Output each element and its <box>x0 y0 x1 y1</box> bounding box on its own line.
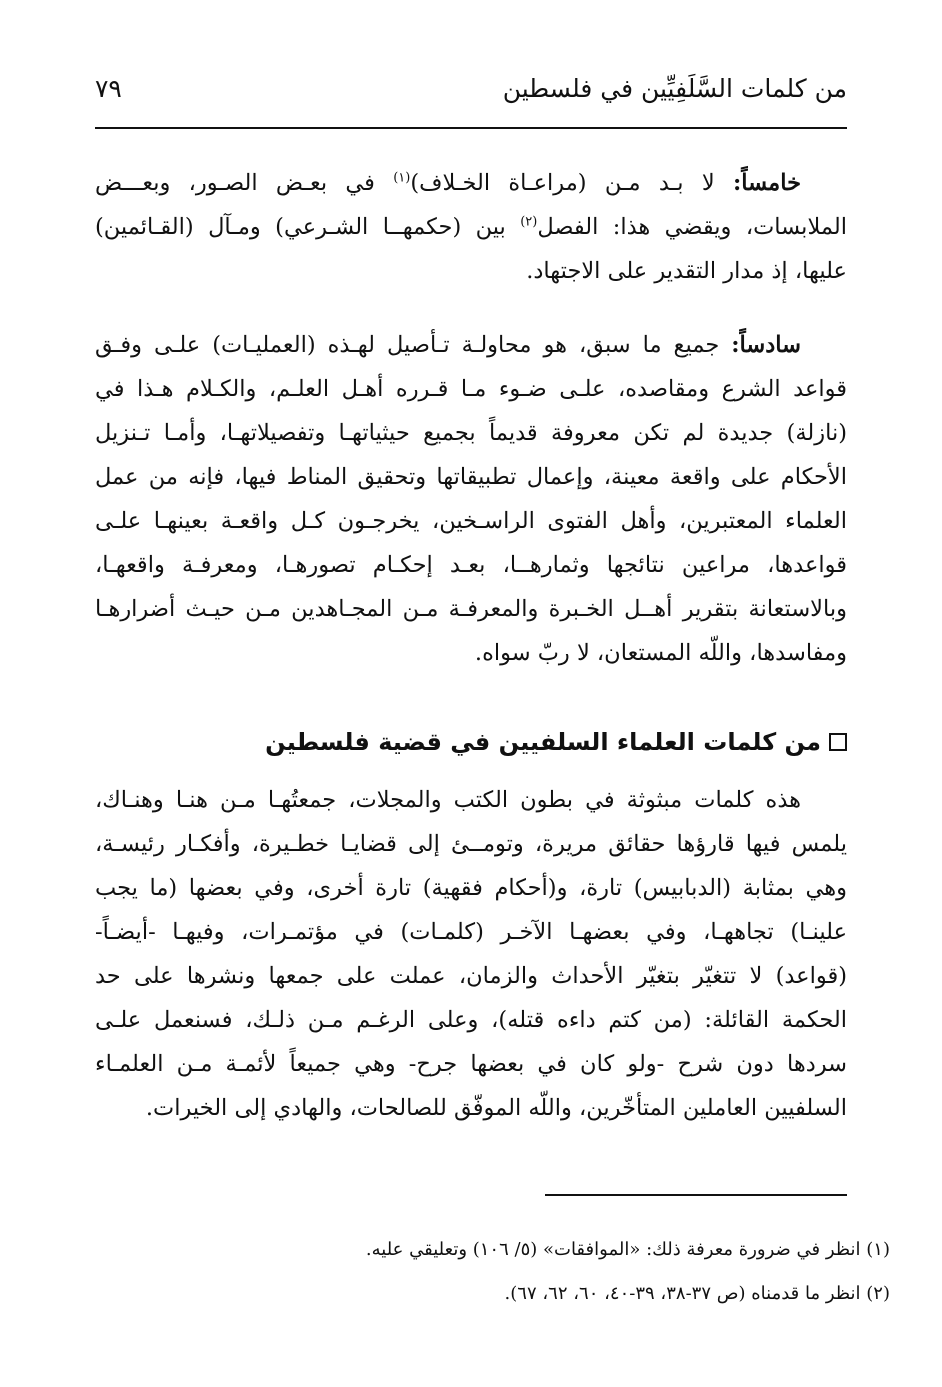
section-heading-text: من كلمات العلماء السلفيين في قضية فلسطين <box>265 728 821 756</box>
text-span: بين (حكمهــا الشـرعي) ومـآل (القـائمين) <box>95 214 521 240</box>
text-span: الملابسات، ويقضي هذا: الفصل <box>537 214 847 240</box>
text-line: الأحكام على واقعة معينة، وإعمال تطبيقاتها وتحقيق المناط فيها، فإنه من عمل <box>95 464 847 490</box>
text-line: عليها، إذ مدار التقدير على الاجتهاد. <box>526 258 847 284</box>
lead-word: خامساً: <box>732 170 801 196</box>
text-line: وهي بمثابة (الدبابيس) تارة، و(أحكام فقهية) تارة أخرى، وفي بعضها (ما يجب <box>95 875 847 901</box>
text-span: في بعـض الصـور، وبعـــض <box>95 170 394 196</box>
text-line: قواعدها، مراعين نتائجها وثمارهــا، بعـد إحكـام تصورهـا، ومعرفـة واقعهـا، <box>95 552 847 578</box>
text-line: علينـا) تجاههـا، وفي بعضهـا الآخـر (كلمـات) في مؤتمـرات، وفيهـا -أيضـاً- <box>95 919 847 945</box>
text-line: يلمس فيها قارؤها حقائق مريرة، وتومــئ إلى قضايـا خطـيرة، وأفكـار رئيسـة، <box>95 831 847 857</box>
text-line: (نازلة) جديدة لم تكن معروفة قديماً بجميع حيثياتهـا وتفصيلاتهـا، وأمـا تـنزيل <box>95 420 847 446</box>
page-header <box>95 68 847 126</box>
text-line: هذه كلمات مبثوثة في بطون الكتب والمجلات، جمعتُهـا مـن هنـا وهنـاك، <box>95 787 801 813</box>
text-span: جميع ما سبق، هو محاولـة تـأصيل لهـذه (العمليـات) علـى وفـق <box>95 332 732 358</box>
text-line <box>95 161 847 205</box>
page-number: ٧٩ <box>95 74 122 103</box>
footnotes <box>190 1228 890 1316</box>
footnote-ref-2[interactable]: (٢) <box>520 214 538 230</box>
text-line: السلفيين العاملين المتأخّرين، واللّه الموفّق للصالحات، والهادي إلى الخيرات. <box>145 1095 847 1121</box>
text-line: الحكمة القائلة: (من كتم داءه قتله)، وعلى الرغـم مـن ذلـك، فسنعمل علـى <box>95 1007 847 1033</box>
text-line: قواعد الشرع ومقاصده، علـى ضـوء مـا قـرره أهـل العلـم، والكـلام هـذا في <box>95 376 847 402</box>
running-title: من كلمات السَّلَفِيِّين في فلسطين <box>502 74 847 103</box>
square-bullet-icon <box>829 733 847 751</box>
text-line: سردها دون شرح -ولو كان في بعضها جرح- وهي جميعاً لأئمـة مـن العلمـاء <box>95 1051 847 1077</box>
header-rule <box>95 127 847 129</box>
lead-word: سادساً: <box>731 332 801 358</box>
paragraph-fifth <box>95 161 847 293</box>
text-line: ومفاسدها، واللّه المستعان، لا ربّ سواه. <box>474 640 847 666</box>
text-span: لا بـد مـن (مراعـاة الخـلاف) <box>410 170 733 196</box>
section-heading <box>265 728 847 756</box>
text-line <box>95 205 847 249</box>
text-line: العلماء المعتبرين، وأهل الفتوى الراسـخين، يخرجـون كـل واقعـة بعينهـا علـى <box>95 508 847 534</box>
footnote-2: (٢) انظر ما قدمناه (ص ٣٧-٣٨، ٣٩-٤٠، ٦٠، ٦٢، ٦٧). <box>504 1283 890 1304</box>
text-line: (قواعد) لا تتغيّر بتغيّر الأحداث والزمان، عملت على جمعها ونشرها على حد <box>95 963 847 989</box>
paragraph-sixth <box>95 323 847 675</box>
text-line <box>95 323 847 367</box>
footnote-ref-1[interactable]: (١) <box>393 170 411 186</box>
paragraph-intro <box>95 778 847 1130</box>
footnote-1: (١) انظر في ضرورة معرفة ذلك: «الموافقات» (٥/ ١٠٦) وتعليقي عليه. <box>365 1239 890 1260</box>
footnote-rule <box>545 1194 847 1196</box>
text-line: وبالاستعانة بتقرير أهــل الخـبرة والمعرفـة مـن المجـاهدين مـن حيـث أضرارهـا <box>95 596 847 622</box>
